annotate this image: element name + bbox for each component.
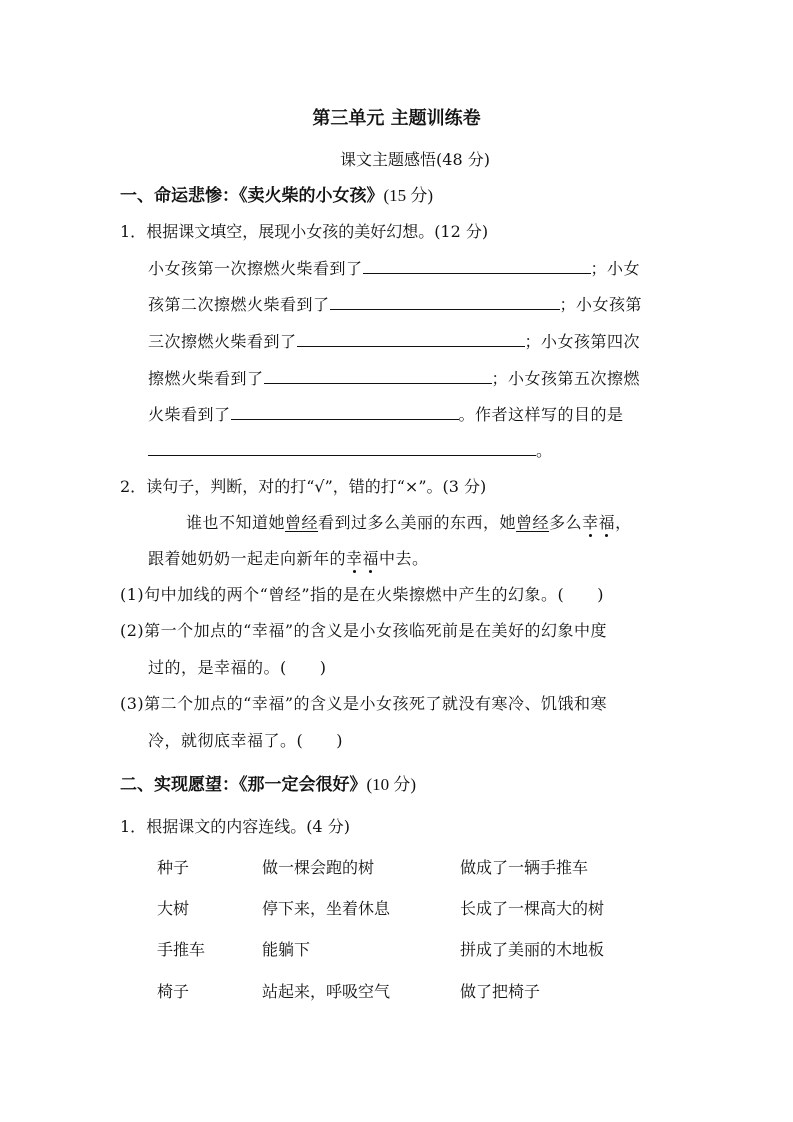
judge-item-2b[interactable]: 过的，是幸福的。( ) — [148, 658, 327, 677]
s1-q1-line6 — [148, 438, 553, 461]
judge-item-3b[interactable]: 冷，就彻底幸福了。( ) — [148, 731, 343, 750]
match-right-1[interactable]: 做成了一辆手推车 — [460, 858, 589, 877]
underlined-word: 曾经 — [285, 513, 319, 532]
sentence-text: 谁也不知道她 — [186, 513, 286, 532]
fill-text: 。作者这样写的目的是 — [458, 405, 624, 424]
match-right-4[interactable]: 做了把椅子 — [460, 982, 541, 1001]
underlined-word: 曾经 — [516, 513, 550, 532]
match-left-3[interactable]: 手推车 — [157, 940, 206, 959]
match-middle-1[interactable]: 做一棵会跑的树 — [262, 858, 375, 877]
fill-text: 。 — [536, 441, 553, 460]
s1-q1-line4 — [148, 366, 640, 389]
match-left-4[interactable]: 椅子 — [157, 982, 190, 1001]
s2-q1-number: 1． — [120, 817, 147, 836]
s2-q1 — [120, 814, 350, 837]
match-left-2[interactable]: 大树 — [157, 899, 190, 918]
s1-q1-line3 — [148, 329, 640, 352]
judge-item-2a: (2)第一个加点的“幸福”的含义是小女孩临死前是在美好的幻象中度 — [120, 621, 608, 640]
dotted-char: 福 — [598, 513, 616, 532]
section1-points: (15 分) — [383, 186, 434, 205]
s1-q2-number: 2． — [120, 477, 147, 496]
page-title: 第三单元 主题训练卷 — [312, 108, 481, 129]
match-middle-4[interactable]: 站起来，呼吸空气 — [262, 982, 391, 1001]
sentence-text: 多么 — [549, 513, 583, 532]
judge-item-3a: (3)第二个加点的“幸福”的含义是小女孩死了就没有寒冷、饥饿和寒 — [120, 694, 608, 713]
answer-blank-2[interactable] — [330, 295, 560, 310]
s1-q1-line5 — [148, 402, 624, 425]
fill-text: ；小女 — [590, 259, 641, 278]
fill-text: 小女孩第一次擦燃火柴看到了 — [148, 259, 363, 278]
answer-blank-6[interactable] — [148, 441, 536, 456]
fill-text: ；小女孩第 — [559, 295, 643, 314]
answer-blank-3[interactable] — [297, 332, 525, 347]
quoted-sentence-line2 — [148, 546, 429, 569]
quoted-sentence-line1 — [186, 510, 632, 533]
answer-blank-1[interactable] — [363, 259, 591, 274]
fill-text: 火柴看到了 — [148, 405, 231, 424]
fill-text: 孩第二次擦燃火柴看到了 — [148, 295, 330, 314]
section1-title: 一、命运悲惨：《卖火柴的小女孩》 — [120, 186, 384, 206]
dotted-char: 福 — [362, 549, 380, 568]
answer-blank-4[interactable] — [264, 369, 492, 384]
match-middle-2[interactable]: 停下来，坐着休息 — [262, 899, 391, 918]
dotted-char: 幸 — [346, 549, 363, 568]
s1-q1 — [120, 219, 488, 242]
s1-q1-line2 — [148, 292, 642, 315]
answer-blank-5[interactable] — [231, 405, 459, 420]
section1-heading — [120, 181, 433, 206]
match-right-2[interactable]: 长成了一棵高大的树 — [460, 899, 605, 918]
page-subtitle: 课文主题感悟(48 分) — [340, 150, 490, 169]
judge-item-1[interactable]: (1)句中加线的两个“曾经”指的是在火柴擦燃中产生的幻象。( ) — [120, 585, 605, 604]
sentence-text: ， — [615, 513, 632, 532]
fill-text: ；小女孩第五次擦燃 — [491, 369, 641, 388]
s1-q1-prompt: 根据课文填空，展现小女孩的美好幻想。(12 分) — [146, 222, 489, 241]
s2-q1-prompt: 根据课文的内容连线。(4 分) — [146, 817, 350, 836]
match-left-1[interactable]: 种子 — [157, 858, 190, 877]
s1-q2 — [120, 474, 486, 497]
s1-q2-prompt: 读句子，判断，对的打“√”，错的打“×”。(3 分) — [146, 477, 487, 496]
sentence-text: 中去。 — [379, 549, 429, 568]
fill-text: 三次擦燃火柴看到了 — [148, 332, 297, 351]
dotted-char: 幸 — [582, 513, 599, 532]
section2-heading — [120, 770, 416, 795]
s1-q1-line1 — [148, 256, 640, 279]
sentence-text: 看到过多么美丽的东西，她 — [318, 513, 517, 532]
match-right-3[interactable]: 拼成了美丽的木地板 — [460, 940, 605, 959]
sentence-text: 跟着她奶奶一起走向新年的 — [148, 549, 347, 568]
s1-q1-number: 1． — [120, 222, 147, 241]
section2-points: (10 分) — [366, 775, 417, 794]
fill-text: ；小女孩第四次 — [524, 332, 641, 351]
match-middle-3[interactable]: 能躺下 — [262, 940, 311, 959]
section2-title: 二、实现愿望：《那一定会很好》 — [120, 775, 367, 795]
fill-text: 擦燃火柴看到了 — [148, 369, 264, 388]
